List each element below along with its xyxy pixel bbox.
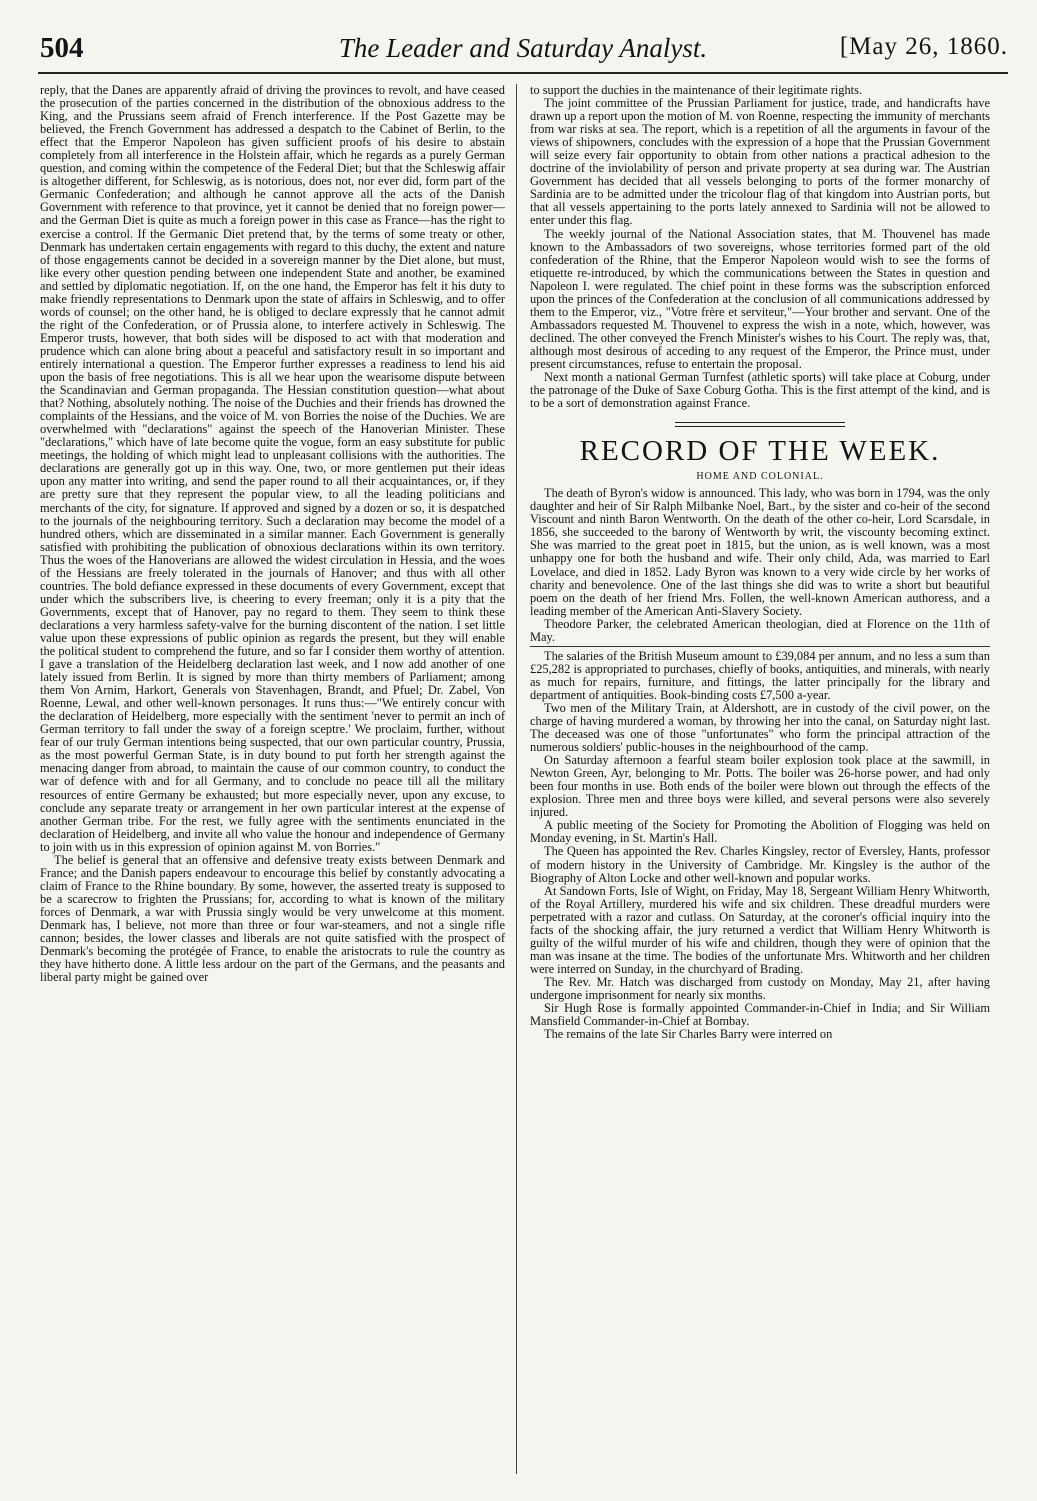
news-item: On Saturday afternoon a fearful steam boiler explosion took place at the sawmill, in Newton Green, Ayr, belonging to Mr. Potts. The boiler was 26-horse power, and had only been four months in use. Both ends of the boiler were blown out through the effects of the explosion. Three men and three boys were killed, and several persons were also severely injured. [530, 753, 990, 820]
news-item: A public meeting of the Society for Promoting the Abolition of Flogging was held on Monday evening, in St. Martin's Hall. [530, 818, 990, 846]
issue-date: [May 26, 1860. [839, 33, 1008, 60]
news-item: The Rev. Mr. Hatch was discharged from custody on Monday, May 21, after having undergone imprisonment for nearly six months. [530, 974, 990, 1002]
news-item: At Sandown Forts, Isle of Wight, on Friday, May 18, Sergeant William Henry Whitworth, of the Royal Artillery, murdered his wife and six children. These dreadful murders were perpetrated with a razor and cutlass. On Saturday, at the coroner's official inquiry into the facts of the shocking affair, the jury returned a verdict that William Henry Whitworth is guilty of the wilful murder of his wife and children, though they were of opinion that the man was insane at the time. The bodies of the unfortunate Mrs. Whitworth and her children were interred on Sunday, in the churchyard of Brading. [530, 883, 990, 976]
record-of-the-week-header [530, 422, 990, 483]
publication-title: The Leader and Saturday Analyst. [338, 33, 708, 63]
article-paragraph: The joint committee of the Prussian Parliament for justice, trade, and handicrafts have drawn up a report upon the motion of M. von Roenne, respecting the immunity of merchants from war risks at sea. The report, which is a repetition of all the arguments in favour of the views of shipowners, concludes with the expression of a hope that the Prussian Government will seize every fair opportunity to obtain from other nations a practical adhesion to the doctrine of the inviolability of person and private property at sea during war. The Austrian Government has decided that all vessels belonging to ports of the former monarchy of Sardinia are to be admitted under the tricolour flag of that kingdom into Austrian ports, but that all vessels appertaining to the ports lately annexed to Sardinia will not be allowed to enter under this flag. [530, 96, 990, 228]
news-item: The Queen has appointed the Rev. Charles Kingsley, rector of Eversley, Hants, professor of modern history in the University of Cambridge. Mr. Kingsley is the author of the Biography of Alton Locke and other well-known and popular works. [530, 844, 990, 885]
divider-rule [530, 646, 990, 647]
left-column [40, 84, 505, 1479]
section-title: RECORD OF THE WEEK. [579, 435, 941, 468]
news-item: Theodore Parker, the celebrated American theologian, died at Florence on the 11th of May. [530, 616, 990, 644]
right-column [530, 84, 990, 1479]
article-paragraph: to support the duchies in the maintenance of their legitimate rights. [530, 84, 863, 97]
article-paragraph: The weekly journal of the National Association states, that M. Thouvenel has made known to the Ambassadors of two sovereigns, whose territories formed part of the old confederation of the Rhine, that the Emperor Napoleon would wish to see the forms of etiquette re-introduced, by which the communications between the States in question and Napoleon I. were regulated. The chief point in these forms was the subscription enforced upon the princes of the Confederation at the conclusion of all communications addressed by them to the Emperor, viz., "Votre frère et serviteur,"—Your brother and servant. One of the Ambassadors requested M. Thouvenel to express the wish in a note, which, however, was declined. The other conveyed the French Minister's wishes to his Court. The reply was, that, although most desirous of acceding to any request of the Emperor, the Prince must, under present circumstances, refuse to entertain the proposal. [530, 226, 990, 371]
section-rule [675, 422, 845, 427]
news-item: Sir Hugh Rose is formally appointed Commander-in-Chief in India; and Sir William Mansfield Commander-in-Chief at Bombay. [530, 1001, 990, 1029]
article-paragraph: The belief is general that an offensive and defensive treaty exists between Denmark and France; and the Danish papers endeavour to encourage this belief by constantly advocating a claim of France to the Rhine boundary. By some, however, the asserted treaty is supposed to be a scarecrow to frighten the Prussians; for, according to what is known of the military forces of Denmark, a war with Prussia singly would be very unwelcome at this moment. Denmark has, I believe, not more than three or four war-steamers, and not a single rifle cannon; besides, the lower classes and liberals are not quite satisfied with the prospect of Denmark's becoming the protégée of France, to enable the aristocrats to rule the country as they have hitherto done. A little less ardour on the part of the Germans, and the peasants and liberal party might be gained over [40, 852, 505, 985]
section-subtitle: HOME AND COLONIAL. [696, 471, 824, 483]
column-divider [516, 84, 517, 1474]
page-number: 504 [40, 32, 84, 64]
news-item: Two men of the Military Train, at Aldershott, are in custody of the civil power, on the charge of having murdered a woman, by throwing her into the canal, on Saturday night last. The deceased was one of those "unfortunates" who form the principal attraction of the numerous soldiers' public-houses in the neighbourhood of the camp. [530, 700, 990, 755]
news-item: The salaries of the British Museum amount to £39,084 per annum, and no less a sum than £25,282 is appropriated to purchases, chiefly of books, antiquities, and minerals, with nearly as much for repairs, furniture, and fittings, the latter principally for the library and department of antiquities. Book-binding costs £7,500 a-year. [530, 648, 990, 702]
news-item: The death of Byron's widow is announced. This lady, who was born in 1794, was the only daughter and heir of Sir Ralph Milbanke Noel, Bart., by the sister and co-heir of the second Viscount and ninth Baron Wentworth. On the death of the other co-heir, Lord Scarsdale, in 1856, she succeeded to the barony of Wentworth by writ, the viscounty becoming extinct. She was married to the great poet in 1815, but the union, as is well known, was a most unhappy one for both the husband and wife. Their only child, Ada, was married to Earl Lovelace, and died in 1852. Lady Byron was known to a very wide circle by her works of charity and benevolence. One of the last things she did was to write a short but beautiful poem on the death of her friend Mrs. Follen, the well-known American authoress, and a leading member of the American Anti-Slavery Society. [530, 486, 990, 618]
masthead [38, 28, 1008, 74]
news-item: The remains of the late Sir Charles Barry were interred on [544, 1027, 833, 1042]
article-paragraph: Next month a national German Turnfest (athletic sports) will take place at Coburg, under the patronage of the Duke of Saxe Coburg Gotha. This is the first attempt of the kind, and is to be a sort of demonstration against France. [530, 370, 990, 411]
article-paragraph: reply, that the Danes are apparently afraid of driving the provinces to revolt, and have ceased the prosecution of the parties concerned in the distribution of the obnoxious address to the King, and the Prussians seem afraid of French interference. If the Post Gazette may be believed, the French Government has addressed a despatch to the Cabinet of Berlin, to the effect that the Emperor Napoleon has given sufficient proofs of his desire to abstain completely from all interference in the Holstein affair, which he regards as a purely German question, and coming within the competence of the Federal Diet; but that the Schleswig affair is altogether different, for Schleswig, as is notorious, does not, nor ever did, form part of the Germanic Confederation; and although he cannot approve all the acts of the Danish Government with reference to that province, yet it cannot be denied that no foreign power—and the German Diet is quite as much a foreign power in this case as France—has the right to exercise a control. If the Germanic Diet pretend that, by the terms of some treaty or other, Denmark has undertaken certain engagements with regard to this duchy, the extent and nature of those engagements cannot be decided in a sovereign manner by the Diet alone, but must, like every other question pending between one independent State and another, be examined and settled by diplomatic negotiation. If, on the one hand, the Emperor has felt it his duty to make friendly representations to Denmark upon the state of affairs in Schleswig, and to offer words of counsel; on the other hand, he is obliged to declare expressly that he cannot admit the right of the Confederation, or of Prussia alone, to interfere actively in Schleswig. The Emperor trusts, however, that both sides will be disposed to act with that moderation and prudence which can alone bring about a peaceful and satisfactory result in so important and entirely international a question. The Emperor further expresses a readiness to lend his aid upon the basis of free negotiations. This is all we hear upon the wearisome dispute between the Scandinavian and German propaganda. The Hessian constitution question—what about that? Nothing, absolutely nothing. The noise of the Duchies and their friends has drowned the complaints of the Hessians, and the voice of M. von Borries the noise of the Duchies. We are overwhelmed with "declarations" against the speech of the Hanoverian Minister. These "declarations," which have of late become quite the vogue, form an easy substitute for public meetings, the holding of which might lead to unpleasant collisions with the authorities. The declarations are generally got up in this way. One, two, or more gentlemen put their ideas upon any matter into writing, and send the paper round to all their acquaintances, or, if they are pretty sure that they represent the popular view, to all the leading politicians and merchants of the city, for signature. If approved and signed by a dozen or so, it is despatched to the journals of the neighbouring territory. Such a declaration may become the model of a hundred others, which are disseminated in a similar manner. Each Government is generally satisfied with prohibiting the publication of obnoxious declarations within its own territory. Thus the woes of the Hanoverians are allowed the widest circulation in Hessia, and the woes of the Hessians are freely tolerated in the journals of Hanover; and thus with all other countries. The bold defiance expressed in these documents of every Government, except that under which the subscribers live, is cheering to every freeman; only it is a pity that the Governments, except that of Hanover, pay no regard to them. They seem to think these declarations a very harmless safety-valve for the burning discontent of the nation. I set little value upon these expressions of public opinion as regards the present, but they will enable the political student to comprehend the future, and so far I consider them worthy of attention. I gave a translation of the Heidelberg declaration last week, and I now add another of one lately issued from Berlin. It is signed by more than thirty members of Parliament; among them Von Arnim, Harkort, Generals von Stavenhagen, Brandt, and Pfuel; Dr. Zabel, Von Roenne, Lewal, and other well-known personages. It runs thus:—"We entirely concur with the declaration of Heidelberg, more especially with the sentiment 'never to permit an inch of German territory to fall under the sway of a foreign sceptre.' We proclaim, further, without fear of our truly German intentions being suspected, that our own particular country, Prussia, as the most powerful German State, is in duty bound to put forth her strength against the menacing danger from abroad, to maintain the cause of our common country, to conduct the war of defence with and for all Germany, and to conclude no peace till all the military resources of entire Germany be exhausted; but more especially never, upon any excuse, to conclude any separate treaty or arrangement in her own particular interest at the expense of another German tribe. For the rest, we fully agree with the sentiments enunciated in the declaration of Heidelberg, and invite all who value the honour and independence of Germany to join with us in this expression of opinion against M. von Borries." [40, 84, 505, 854]
